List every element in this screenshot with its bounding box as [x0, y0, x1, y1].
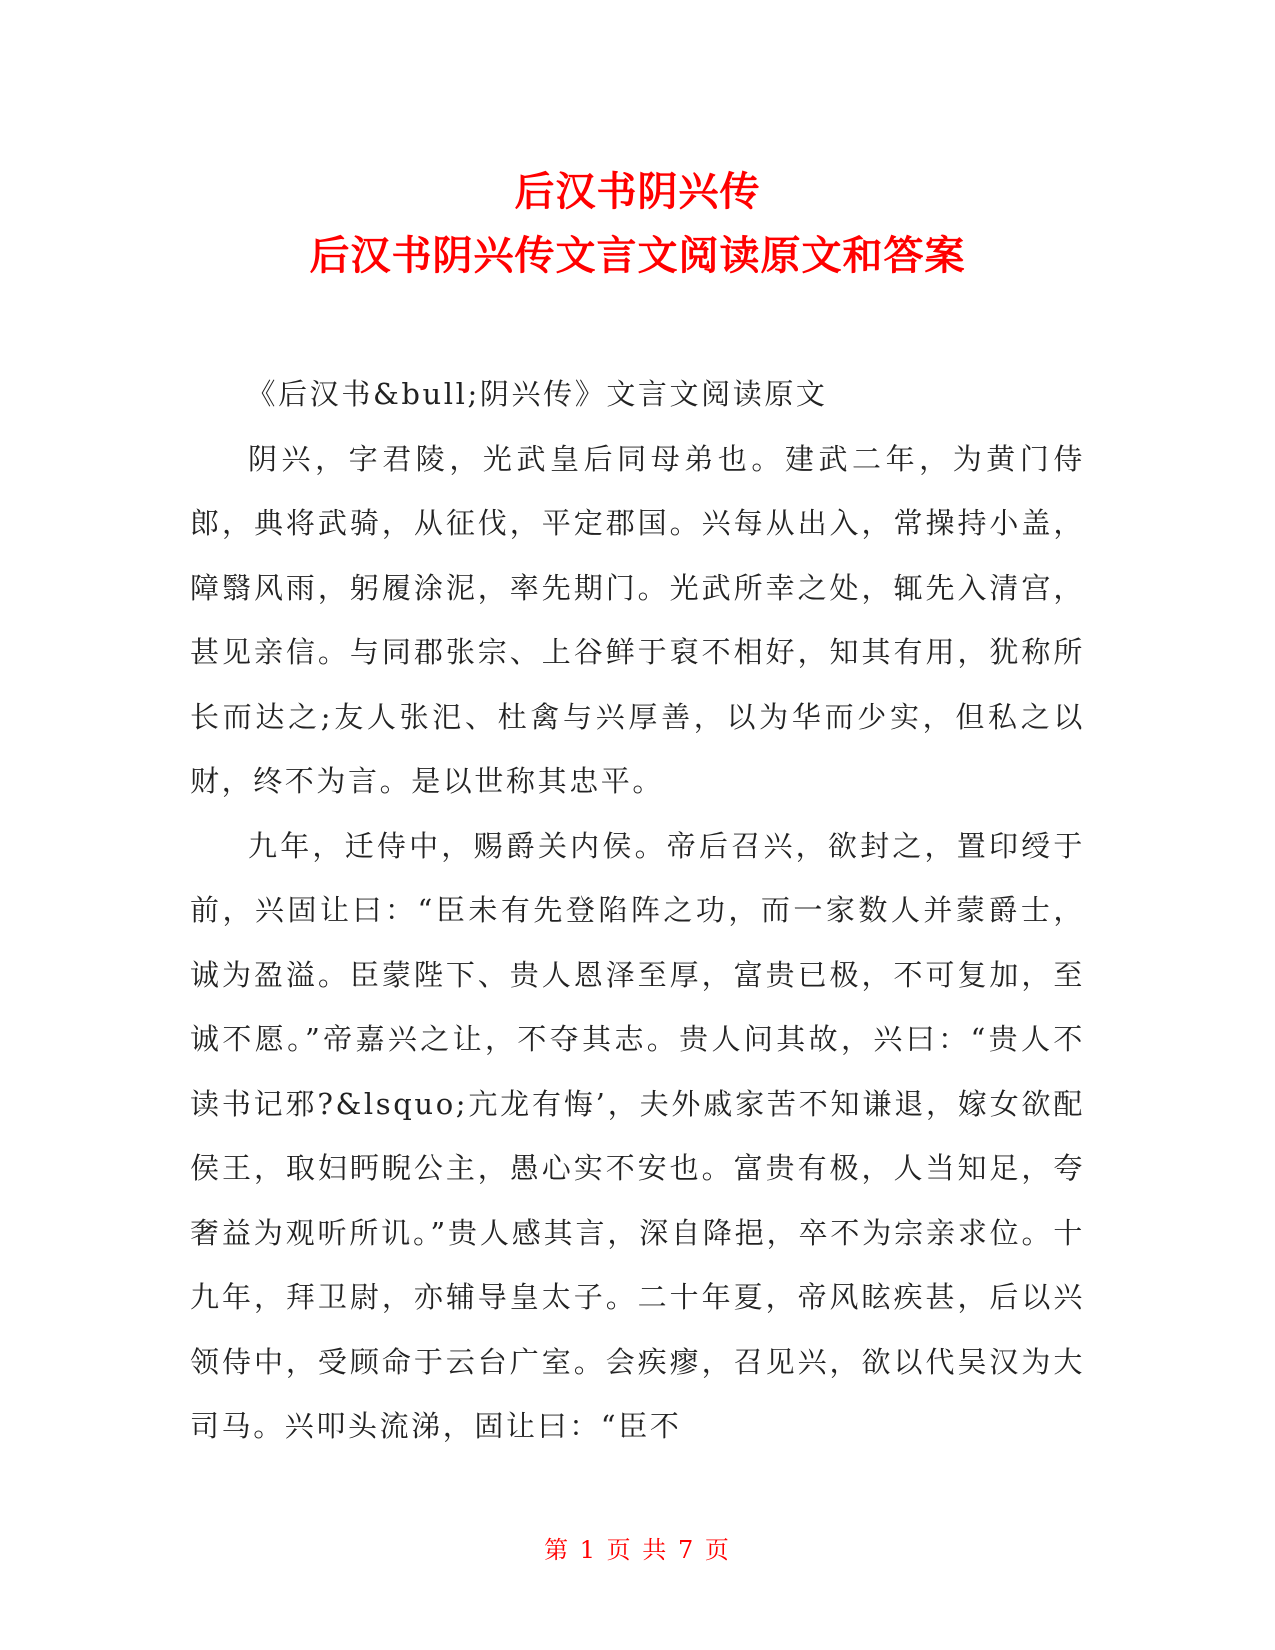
- paragraph-heading: 《后汉书&bull;阴兴传》文言文阅读原文: [246, 377, 828, 411]
- paragraph: 阴兴，字君陵，光武皇后同母弟也。建武二年，为黄门侍郎，典将武骑，从征伐，平定郡国。兴每从出入，常操持小盖，障翳风雨，躬履涂泥，率先期门。光武所幸之处，辄先入清宫，甚见亲信。与同郡张宗、上谷鲜于裒不相好，知其有用，犹称所长而达之;友人张汜、杜禽与兴厚善，以为华而少实，但私之以财，终不为言。是以世称其忠平。: [190, 441, 1085, 798]
- paragraph: 九年，迁侍中，赐爵关内侯。帝后召兴，欲封之，置印绶于前，兴固让曰：“臣未有先登陷阵之功，而一家数人并蒙爵士，诚为盈溢。臣蒙陛下、贵人恩泽至厚，富贵已极，不可复加，至诚不愿。”帝嘉兴之让，不夺其志。贵人问其故，兴曰：“贵人不读书记邪?&lsquo;亢龙有悔’，夫外戚家苦不知谦退，嫁女欲配侯王，取妇眄睨公主，愚心实不安也。富贵有极，人当知足，夸奢益为观听所讥。”贵人感其言，深自降挹，卒不为宗亲求位。十九年，拜卫尉，亦辅导皇太子。二十年夏，帝风眩疾甚，后以兴领侍中，受顾命于云台广室。会疾瘳，召见兴，欲以代吴汉为大司马。兴叩头流涕，固让曰：“臣不: [190, 828, 1085, 1443]
- document-subtitle: 后汉书阴兴传文言文阅读原文和答案: [309, 233, 966, 279]
- title-block: [0, 160, 1275, 288]
- body-text: [190, 362, 1085, 1459]
- page-number-footer: 第 1 页 共 7 页: [544, 1536, 731, 1564]
- document-title: 后汉书阴兴传: [514, 169, 761, 215]
